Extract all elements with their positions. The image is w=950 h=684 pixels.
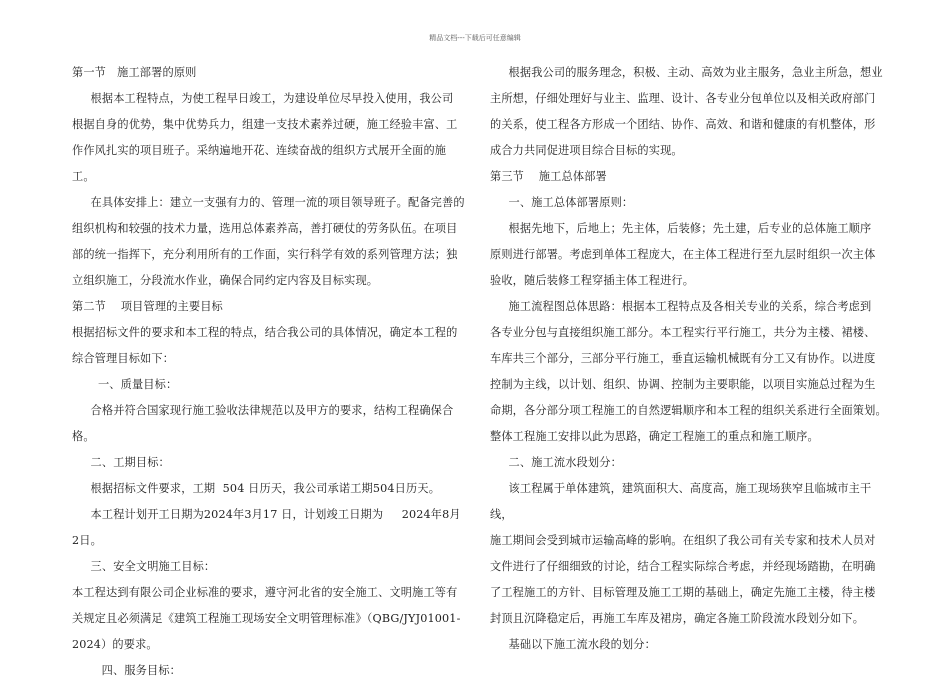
text-line: 综合管理目标如下： xyxy=(72,352,175,365)
text-line: 施工流程图总体思路：根据本工程特点及各相关专业的关系，综合考虑到 xyxy=(490,300,872,313)
subheading-safety: 三、安全文明施工目标： xyxy=(72,560,216,573)
text-line: 关规定且必须满足《建筑工程施工现场安全文明管理标准》（QBG/JYJ01001- xyxy=(72,612,461,625)
text-line: 本工程达到有限公司企业标准的要求，遵守河北省的安全施工、文明施工等有 xyxy=(72,586,458,599)
text-line: 在具体安排上：建立一支强有力的、管理一流的项目领导班子。配备完善的 xyxy=(72,196,465,209)
text-line: 组织机构和较强的技术力量，选用总体素养高，善打硬仗的劳务队伍。在项目 xyxy=(72,222,458,235)
text-line: 封顶且沉降稳定后，再施工车库及裙房，确定各施工阶段流水段划分如下。 xyxy=(490,612,865,625)
subheading-deployment-principle: 一、施工总体部署原则： xyxy=(490,196,634,209)
text-line: 验收，随后装修工程穿插主体工程进行。 xyxy=(490,274,695,287)
text-line: 该工程属于单体建筑，建筑面积大、高度高，施工现场狭窄且临城市主干线， xyxy=(490,482,872,521)
text-line: 2024）的要求。 xyxy=(72,638,158,651)
text-line: 整体工程施工安排以此为思路，确定工程施工的重点和施工顺序。 xyxy=(490,430,819,443)
section-1-heading: 第一节 施工部署的原则 xyxy=(72,66,197,79)
left-column xyxy=(72,60,467,684)
page-header: 精品文档---下载后可任意编辑 xyxy=(429,34,521,42)
subheading-service: 四、服务目标： xyxy=(72,664,182,677)
text-line: 根据招标文件要求，工期 504 日历天，我公司承诺工期504日历天。 xyxy=(72,482,441,495)
text-line: 车库共三个部分，三部分平行施工，垂直运输机械既有分工又有协作。以进度 xyxy=(490,352,876,365)
subheading-schedule: 二、工期目标： xyxy=(72,456,170,469)
text-line: 控制为主线，以计划、组织、协调、控制为主要职能，以项目实施总过程为生 xyxy=(490,378,876,391)
text-line: 各专业分包与直接组织施工部分。本工程实行平行施工，共分为主楼、裙楼、 xyxy=(490,326,876,339)
section-2-heading: 第二节 项目管理的主要目标 xyxy=(72,300,223,313)
text-line: 根据本工程特点，为使工程早日竣工，为建设单位尽早投入使用，我公司 xyxy=(72,92,454,105)
text-line: 的关系，使工程各方形成一个团结、协作、高效、和谐和健康的有机整体，形 xyxy=(490,118,876,131)
text-line: 立组织施工，分段流水作业，确保合同约定内容及目标实现。 xyxy=(72,274,379,287)
text-line: 2日。 xyxy=(72,534,102,547)
text-line: 根据我公司的服务理念，积极、主动、高效为业主服务，急业主所急，想业 xyxy=(490,66,883,79)
text-line: 了工程施工的方针、目标管理及施工工期的基础上，确定先施工主楼，待主楼 xyxy=(490,586,876,599)
text-line: 主所想，仔细处理好与业主、监理、设计、各专业分包单位以及相关政府部门 xyxy=(490,92,876,105)
text-line: 施工期间会受到城市运输高峰的影响。在组织了我公司有关专家和技术人员对 xyxy=(490,534,876,547)
text-line: 根据招标文件的要求和本工程的特点，结合我公司的具体情况，确定本工程的 xyxy=(72,326,458,339)
text-line: 成合力共同促进项目综合目标的实现。 xyxy=(490,144,683,157)
text-line: 根据自身的优势，集中优势兵力，组建一支技术素养过硬，施工经验丰富、工 xyxy=(72,118,458,131)
right-column xyxy=(490,60,890,658)
section-3-heading: 第三节 施工总体部署 xyxy=(490,170,607,183)
text-line: 作作风扎实的项目班子。采纳遍地开花、连续奋战的组织方式展开全面的施工。 xyxy=(72,144,447,183)
text-line: 合格并符合国家现行施工验收法律规范以及甲方的要求，结构工程确保合格。 xyxy=(72,404,454,443)
text-line: 文件进行了仔细细致的讨论，结合工程实际综合考虑，并经现场踏勘，在明确 xyxy=(490,560,876,573)
text-line: 基础以下施工流水段的划分： xyxy=(490,638,656,651)
text-line: 根据先地下，后地上；先主体，后装修；先土建，后专业的总体施工顺序 xyxy=(490,222,872,235)
subheading-flow-sections: 二、施工流水段划分： xyxy=(490,456,622,469)
text-line: 部的统一指挥下，充分利用所有的工作面，实行科学有效的系列管理方法；独 xyxy=(72,248,458,261)
text-line: 命期，各分部分项工程施工的自然逻辑顺序和本工程的组织关系进行全面策划。 xyxy=(490,404,887,417)
subheading-quality: 一、质量目标： xyxy=(72,378,178,391)
text-line: 原则进行部署。考虑到单体工程庞大，在主体工程进行至九层时组织一次主体 xyxy=(490,248,876,261)
text-line: 本工程计划开工日期为2024年3月17 日，计划竣工日期为 2024年8月 xyxy=(72,508,461,521)
